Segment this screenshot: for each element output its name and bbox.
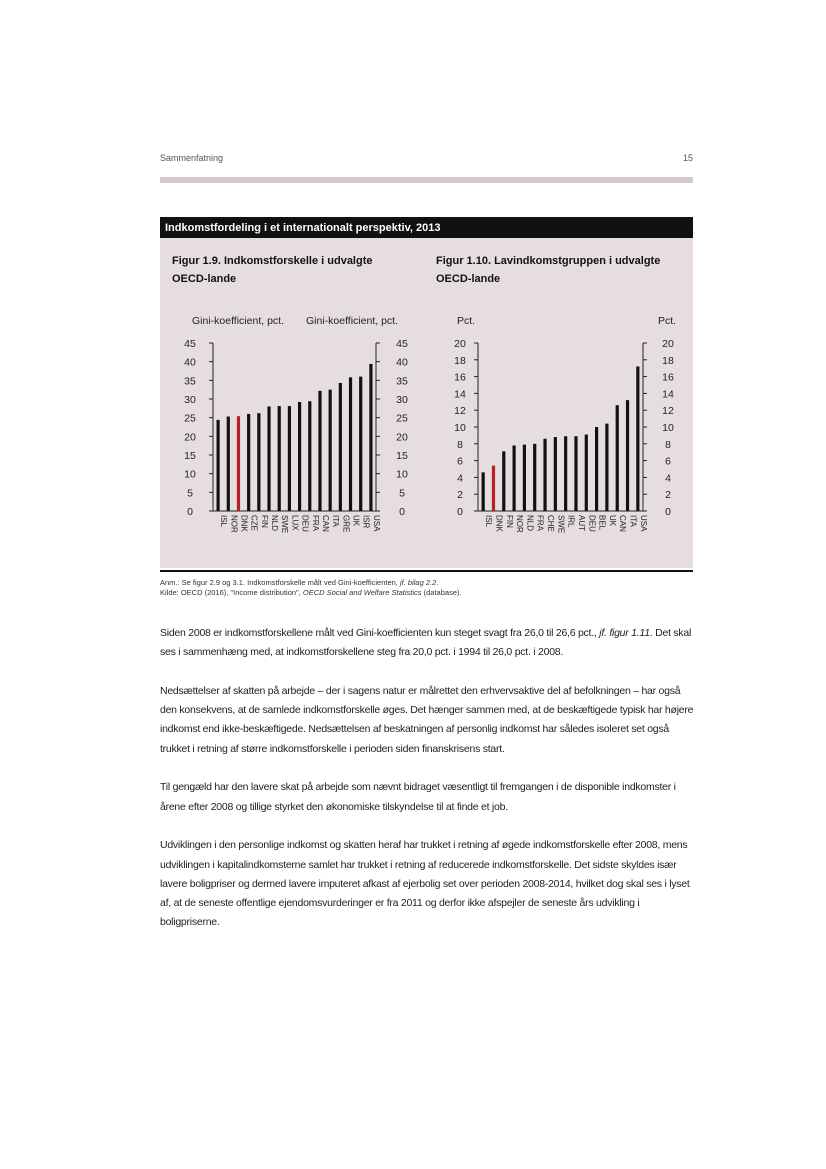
chart2-tick-label-right: 14: [662, 388, 674, 401]
chart2-bar-fra: [533, 444, 536, 511]
chart2-category-label: AUT: [576, 515, 586, 531]
chart2-category-label: CHE: [546, 515, 556, 532]
paragraph-1: Siden 2008 er indkomstforskellene målt ved Gini-koefficienten kun steget svagt fra 26,0 til 26,6 pct., jf. figur 1.11. Det skal ses i sammenhæng med, at indkomstforskellene steg fra 20,0 pct. i 1994 til 26,0 pct. i 2008.: [160, 627, 692, 659]
figure-box: [160, 217, 693, 568]
paragraph-2: Nedsættelser af skatten på arbejde – der i sagens natur er målrettet den erhvervsaktive del af befolkningen – har også den konsekvens, at de samlede indkomstforskelle øges. Det hænger sammen med, at de beskæftigede typisk har højere indkomst end ikke-beskæftigede. Nedsættelsen af beskatningen af personlig indkomst har således isoleret set også trukket i retning af større indkomstforskelle i perioden siden finanskrisens start.: [160, 684, 694, 755]
chart2-tick-label-right: 10: [662, 422, 674, 434]
chart2-tick-label-left: 6: [457, 455, 463, 468]
chart2-tick-label-left: 12: [454, 405, 466, 418]
chart2-category-label: DEU: [587, 515, 597, 532]
running-header-section: Sammenfatning: [160, 153, 224, 163]
chart2-category-label: NLD: [525, 515, 535, 532]
chart2-tick-label-left: 16: [454, 371, 466, 384]
body-text: [160, 624, 694, 952]
chart1-category-label: FIN: [259, 515, 269, 528]
chart2-category-label: USA: [638, 515, 648, 532]
chart1-tick-label-right: 25: [396, 412, 408, 425]
figure-1-10-title-line1: Figur 1.10. Lavindkomstgruppen i udvalgte: [436, 255, 661, 267]
chart2-ylabel-right: Pct.: [657, 315, 677, 327]
note-anm: Anm.: Se figur 2.9 og 3.1. Indkomstforskelle målt ved Gini-koefficienten, jf. bilag 2.2.: [160, 578, 439, 587]
chart2-tick-label-left: 0: [457, 506, 463, 518]
chart2-bar-bel: [595, 427, 598, 511]
chart1-tick-label-left: 40: [184, 356, 196, 369]
chart2-bar-nor: [512, 445, 515, 511]
chart2-category-label: IRL: [566, 515, 576, 528]
chart2-tick-label-right: 20: [662, 338, 674, 350]
chart1-bar-isr: [359, 377, 362, 511]
chart2-bar-irl: [564, 436, 567, 511]
chart1-tick-label-right: 40: [396, 356, 408, 369]
chart2-tick-label-right: 4: [665, 472, 671, 485]
chart1-tick-label-left: 30: [184, 394, 196, 406]
chart2-bar-deu: [585, 435, 588, 511]
figure-1-10-title-line2: OECD-lande: [436, 273, 501, 285]
chart1-bar-uk: [349, 377, 352, 511]
chart1-tick-label-left: 10: [184, 468, 196, 481]
chart2-category-label: UK: [607, 515, 617, 527]
chart2-category-label: ISL: [484, 515, 494, 528]
chart2-bar-swe: [554, 437, 557, 511]
chart1-category-label: USA: [371, 515, 381, 532]
chart2-bar-ita: [626, 400, 629, 511]
chart1-category-label: SWE: [280, 515, 290, 534]
chart2-tick-label-left: 20: [454, 338, 466, 350]
chart1-bar-isl: [216, 420, 219, 511]
chart1-bar-lux: [288, 406, 291, 511]
chart1-bar-fin: [257, 413, 260, 511]
chart1-bar-nld: [267, 406, 270, 511]
chart1-tick-label-right: 20: [396, 431, 408, 444]
charts-canvas: [160, 217, 693, 568]
chart1-category-label: ITA: [331, 515, 341, 527]
chart2-tick-label-right: 18: [662, 354, 674, 367]
chart1-bar-dnk: [237, 416, 240, 511]
chart1-category-label: GRE: [341, 515, 351, 533]
chart1-tick-label-right: 10: [396, 468, 408, 481]
chart2-category-label: ITA: [628, 515, 638, 527]
chart2-bar-fin: [502, 451, 505, 511]
figure-notes: [160, 578, 693, 598]
chart2-tick-label-left: 4: [457, 472, 463, 485]
chart2-category-label: SWE: [556, 515, 566, 534]
paragraph-4: Udviklingen i den personlige indkomst og skatten heraf har trukket i retning af øgede indkomstforskelle efter 2008, mens udviklingen i kapitalindkomsterne samlet har trukket i retning af reducerede indkomstforskelle. Det sidste skyldes især lavere boligpriser og dermed lavere imputeret afkast af ejerbolig set over perioden 2008-2014, hvilket dog skal ses i lyset af, at de seneste offentlige ejendomsvurderinger er fra 2011 og derfor ikke afspejler de seneste års udvikling i boligpriserne.: [160, 839, 690, 929]
chart1-tick-label-right: 5: [399, 487, 405, 500]
chart1-tick-label-right: 45: [396, 338, 408, 350]
chart1-category-label: DNK: [239, 515, 249, 532]
chart2-category-label: NOR: [515, 515, 525, 533]
chart2-bar-dnk: [492, 466, 495, 511]
chart1-bar-cze: [247, 414, 250, 511]
chart2-tick-label-left: 2: [457, 489, 463, 502]
chart1-tick-label-left: 35: [184, 375, 196, 388]
chart1-ylabel-left: Gini-koefficient, pct.: [191, 315, 285, 327]
chart2-tick-label-left: 10: [454, 422, 466, 434]
chart1-category-label: ISL: [219, 515, 229, 528]
chart2-category-label: FIN: [504, 515, 514, 528]
figure-1-9-title-line1: Figur 1.9. Indkomstforskelle i udvalgte: [172, 255, 373, 267]
chart1-tick-label-left: 5: [187, 487, 193, 500]
chart1-category-label: ISR: [361, 515, 371, 529]
chart1-bar-nor: [227, 417, 230, 511]
chart1-category-label: FRA: [310, 515, 320, 531]
chart2-bar-aut: [574, 436, 577, 511]
chart1-category-label: CAN: [320, 515, 330, 532]
chart1-bar-usa: [369, 364, 372, 511]
chart1-category-label: UK: [351, 515, 361, 527]
figure-1-9-title-line2: OECD-lande: [172, 273, 237, 285]
chart2-bar-usa: [636, 367, 639, 511]
chart1-tick-label-right: 35: [396, 375, 408, 388]
chart1-bar-ita: [329, 390, 332, 511]
chart2-tick-label-right: 0: [665, 506, 671, 518]
chart1-bar-deu: [298, 402, 301, 511]
chart1-tick-label-left: 0: [187, 506, 193, 518]
chart1-category-label: NOR: [229, 515, 239, 533]
chart2-tick-label-left: 8: [457, 438, 463, 451]
chart2-tick-label-left: 14: [454, 388, 466, 401]
chart1-bar-swe: [278, 406, 281, 511]
chart1-bar-gre: [339, 383, 342, 511]
chart2-bar-nld: [523, 445, 526, 511]
chart2-bar-che: [543, 439, 546, 511]
box-bottom-rule: [160, 570, 693, 572]
chart2-category-label: FRA: [535, 515, 545, 531]
chart1-category-label: CZE: [249, 515, 259, 531]
chart2-category-label: BEL: [597, 515, 607, 531]
chart1-tick-label-left: 45: [184, 338, 196, 350]
chart2-bar-isl: [482, 472, 485, 511]
chart1-ylabel-right: Gini-koefficient, pct.: [305, 315, 399, 327]
chart2-tick-label-right: 8: [665, 438, 671, 451]
chart1-category-label: NLD: [270, 515, 280, 532]
chart2-bar-can: [616, 405, 619, 511]
chart2-ylabel-left: Pct.: [456, 315, 476, 327]
chart1-tick-label-left: 15: [184, 450, 196, 462]
chart1-tick-label-right: 30: [396, 394, 408, 406]
page-number: 15: [682, 153, 693, 163]
note-kilde: Kilde: OECD (2016), "Income distribution", OECD Social and Welfare Statistics (database).: [160, 588, 462, 597]
chart2-tick-label-right: 2: [665, 489, 671, 502]
chart1-tick-label-right: 15: [396, 450, 408, 462]
chart2-tick-label-right: 16: [662, 371, 674, 384]
chart1-tick-label-right: 0: [399, 506, 405, 518]
chart1-tick-label-left: 25: [184, 412, 196, 425]
chart1-bar-fra: [308, 401, 311, 511]
chart2-bar-uk: [605, 424, 608, 511]
chart1-tick-label-left: 20: [184, 431, 196, 444]
chart2-tick-label-left: 18: [454, 354, 466, 367]
chart2-category-label: DNK: [494, 515, 504, 532]
chart1-bar-can: [318, 391, 321, 511]
chart1-category-label: LUX: [290, 515, 300, 531]
box-title: Indkomstfordeling i et internationalt perspektiv, 2013: [160, 217, 693, 238]
chart2-category-label: CAN: [618, 515, 628, 532]
header-rule: [160, 177, 693, 183]
chart1-category-label: DEU: [300, 515, 310, 532]
chart2-tick-label-right: 12: [662, 405, 674, 418]
paragraph-3: Til gengæld har den lavere skat på arbejde som nævnt bidraget væsentligt til fremgangen i de disponible indkomster i årene efter 2008 og tillige styrket den økonomiske tilskyndelse til at finde et job.: [160, 781, 676, 813]
chart2-tick-label-right: 6: [665, 455, 671, 468]
